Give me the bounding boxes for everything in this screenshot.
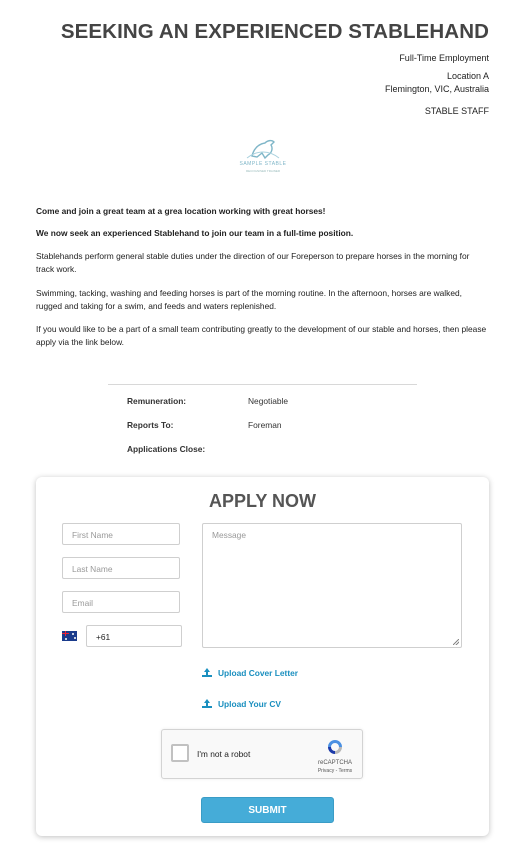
message-textarea[interactable] bbox=[202, 523, 462, 648]
divider bbox=[108, 384, 417, 385]
reports-to-label: Reports To: bbox=[127, 420, 174, 430]
location-address: Flemington, VIC, Australia bbox=[384, 84, 489, 94]
description-paragraph-2: Swimming, tacking, washing and feeding horses is part of the morning routine. In the afternoon, horses are walked, rugged and taking for a swim, and feeds and waters replenished. bbox=[36, 288, 462, 311]
location-name: Location A bbox=[446, 71, 489, 81]
upload-cv-button[interactable] bbox=[202, 699, 281, 709]
upload-icon bbox=[202, 699, 212, 709]
remuneration-label: Remuneration: bbox=[127, 396, 187, 406]
department: STABLE STAFF bbox=[424, 106, 489, 116]
horse-logo-icon bbox=[237, 136, 289, 162]
upload-cv-label: Upload Your CV bbox=[218, 699, 281, 709]
recaptcha-widget bbox=[161, 729, 363, 779]
resize-handle-icon[interactable] bbox=[453, 639, 459, 645]
recaptcha-brand: reCAPTCHA bbox=[317, 760, 352, 766]
submit-button[interactable]: SUBMIT bbox=[201, 797, 334, 823]
applications-close-label: Applications Close: bbox=[127, 444, 206, 454]
logo-text: SAMPLE STABLE bbox=[239, 161, 287, 167]
first-name-input[interactable]: First Name bbox=[62, 523, 180, 545]
description-paragraph-3: If you would like to be a part of a small team contributing greatly to the development of our stable and horses, then please apply via the link below. bbox=[36, 324, 487, 347]
recaptcha-links[interactable]: Privacy - Terms bbox=[317, 768, 353, 774]
australia-flag-icon[interactable] bbox=[62, 631, 77, 641]
stable-logo bbox=[237, 136, 289, 176]
last-name-input[interactable]: Last Name bbox=[62, 557, 180, 579]
email-input[interactable]: Email bbox=[62, 591, 180, 613]
upload-cover-letter-label: Upload Cover Letter bbox=[218, 668, 299, 678]
upload-cover-letter-button[interactable] bbox=[202, 668, 298, 678]
recaptcha-label: I'm not a robot bbox=[197, 749, 251, 759]
apply-form-card bbox=[36, 477, 489, 836]
job-title: SEEKING AN EXPERIENCED STABLEHAND bbox=[60, 20, 489, 43]
job-header bbox=[61, 20, 489, 44]
employment-type: Full-Time Employment bbox=[399, 53, 489, 63]
seek-text: We now seek an experienced Stablehand to join our team in a full-time position. bbox=[36, 228, 354, 238]
message-placeholder: Message bbox=[212, 530, 246, 540]
apply-now-title: APPLY NOW bbox=[208, 491, 317, 511]
reports-to-value: Foreman bbox=[248, 420, 282, 430]
upload-icon bbox=[202, 668, 212, 678]
remuneration-value: Negotiable bbox=[248, 396, 289, 406]
description-paragraph-1: Stablehands perform general stable duties under the direction of our Foreperson to prepare horses in the morning for track work. bbox=[36, 251, 470, 274]
logo-subtext: RECOGNISED TRAINER bbox=[245, 169, 281, 173]
intro-text: Come and join a great team at a grea location working with great horses! bbox=[36, 206, 326, 216]
recaptcha-checkbox[interactable] bbox=[171, 744, 189, 762]
phone-input[interactable]: +61 bbox=[86, 625, 182, 647]
recaptcha-logo-icon bbox=[326, 738, 344, 756]
